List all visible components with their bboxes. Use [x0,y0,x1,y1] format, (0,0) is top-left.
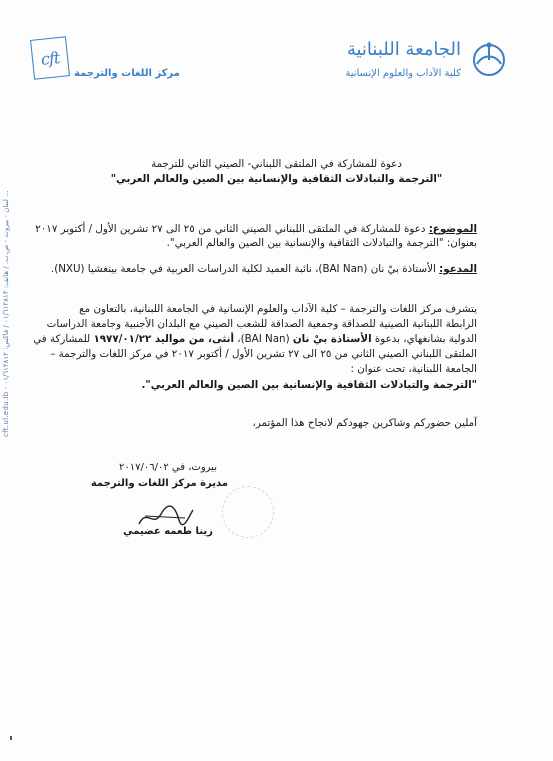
body-line-6: "الترجمة والتبادلات الثقافية والإنسانية بين الصين والعالم العربي". [141,379,477,391]
body-line-3 [33,332,477,346]
cft-name: مركز اللغات والترجمة [74,68,180,79]
page-mark [10,736,12,740]
university-emblem-icon [471,40,507,78]
faint-stamp [222,486,274,538]
subject-line-1 [35,222,477,236]
subject-label: الموضوع: [428,223,477,235]
body-line-1: يتشرف مركز اللغات والترجمة – كلية الآداب والعلوم الإنسانية في الجامعة اللبنانية، بالتعاون مع [79,303,477,315]
subject-line-2: بعنوان: "الترجمة والتبادلات الثقافية والإنسانية بين الصين والعالم العربي". [166,237,477,249]
signature-title: مديرة مركز اللغات والترجمة [90,478,228,489]
body-line-3-e: للمشاركة في [33,333,94,345]
body-line-3-b: الأستاذة بيْ نان [292,333,372,345]
invitee-text: الأستاذة بيْ نان (BAI Nan)، نائبة العميد لكلية الدراسات العربية في جامعة بينغشيا (NXU). [50,263,440,275]
cft-logo [30,36,70,80]
body-line-4: الملتقى اللبناني الصيني الثاني من ٢٥ الى ٢٧ تشرين الأول / أكتوبر ٢٠١٧ في مركز اللغات والترجمة – [50,348,477,360]
sidebar-contact-text: ... لبنان - بيروت - ص.ب. / هاتف: ٠١/٦١٢٨١٣ / فاكس: ٠١/٦١٢٨١٢ - cft.ul.edu.lb [2,190,10,437]
invitee-line [51,262,477,276]
invitee-label: المدعو: [439,263,477,275]
body-line-3-a: الدولية بشانغهاي، بدعوة [371,333,477,345]
signature-place-date: بيروت، في ٢٠١٧/٠٦/٠٢ [119,462,217,473]
university-name: الجامعة اللبنانية [346,39,461,60]
subject-text-1: دعوة للمشاركة في الملتقى اللبناني الصيني الثاني من ٢٥ الى ٢٧ تشرين الأول / أكتوبر ٢٠١٧ [35,223,429,235]
body-line-3-c: (BAI Nan)، [233,333,293,345]
body-line-2: الرابطة اللبنانية الصينية للصداقة وجمعية الصداقة للشعب الصيني مع البلدان الأجنبية وجامعة الدراسات [46,318,477,330]
body-line-5: الجامعة اللبنانية، تحت عنوان : [350,363,477,375]
title-line-1: دعوة للمشاركة في الملتقى اللبناني- الصيني الثاني للترجمة [151,158,402,170]
title-line-2: "الترجمة والتبادلات الثقافية والإنسانية بين الصين والعالم العربي" [110,173,443,185]
faculty-name: كلية الآداب والعلوم الإنسانية [345,68,461,79]
signature-name: زينا طعمه عضيمي [123,526,213,537]
cft-logo-text: cft [39,47,61,69]
closing-line: آملين حضوركم وشاكرين جهودكم لانجاح هذا المؤتمر، [252,417,477,429]
body-line-3-d: أنثى، من مواليد ١٩٧٧/٠١/٢٢ [93,333,234,345]
